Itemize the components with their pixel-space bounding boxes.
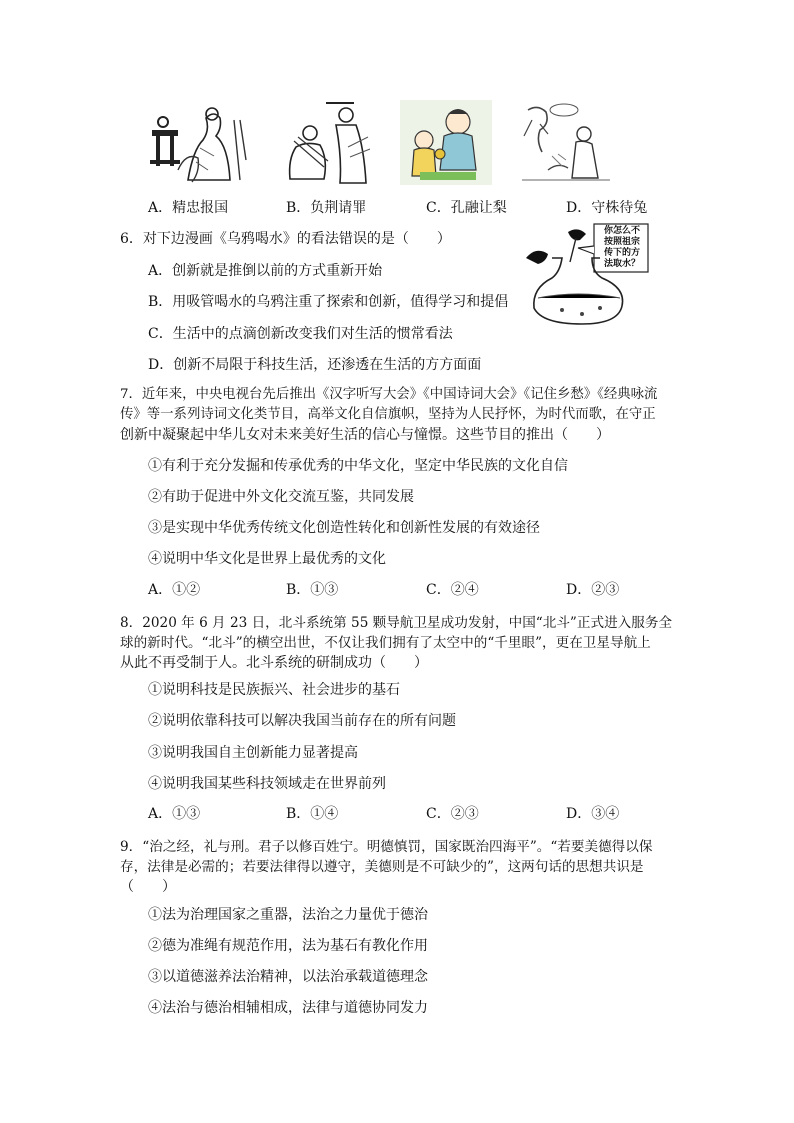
q8-option-b: B．①④ <box>286 806 339 822</box>
q9-statement-4: ④法治与德治相辅相成，法律与道德协同发力 <box>148 1000 428 1016</box>
q5-option-d: D．守株待兔 <box>566 200 648 216</box>
cartoon-text-line-1: 你怎么不 <box>603 226 640 236</box>
q7-stem-line-3: 创新中凝聚起中华儿女对未来美好生活的信心与憧憬。这些节目的推出（ ） <box>120 427 610 443</box>
q5-option-c: C．孔融让梨 <box>426 200 507 216</box>
picture-crow-drinking-water <box>522 218 650 328</box>
q9-stem-line-2: 存，法律是必需的；若要法律得以遵守，美德则是不可缺少的”，这两句话的思想共识是 <box>120 859 644 875</box>
q6-option-a: A．创新就是推倒以前的方式重新开始 <box>148 263 383 279</box>
q7-option-a: A．①② <box>148 582 201 598</box>
q8-option-d: D．③④ <box>566 806 620 822</box>
q8-option-a: A．①③ <box>148 806 201 822</box>
q9-statement-2: ②德为准绳有规范作用，法为基石有教化作用 <box>148 938 428 954</box>
picture-fujing-qingzui <box>284 97 376 185</box>
q8-statement-1: ①说明科技是民族振兴、社会进步的基石 <box>148 682 400 698</box>
picture-jingzhong-baoguo <box>148 100 250 185</box>
q7-option-b: B．①③ <box>286 582 339 598</box>
q5-option-a: A．精忠报国 <box>148 200 229 216</box>
cartoon-text-line-4: 法取水？ <box>603 259 640 269</box>
q7-option-d: D．②③ <box>566 582 620 598</box>
q6-option-d: D．创新不局限于科技生活，还渗透在生活的方方面面 <box>148 357 482 373</box>
q6-option-c: C．生活中的点滴创新改变我们对生活的惯常看法 <box>148 326 453 342</box>
picture-shouzhu-daitu <box>518 100 614 185</box>
q7-statement-3: ③是实现中华优秀传统文化创造性转化和创新性发展的有效途径 <box>148 520 540 536</box>
q7-stem-line-1: 7．近年来，中央电视台先后推出《汉字听写大会》《中国诗词大会》《记住乡愁》《经典咏流 <box>120 387 658 402</box>
q7-statement-1: ①有利于充分发掘和传承优秀的中华文化，坚定中华民族的文化自信 <box>148 458 568 474</box>
q8-stem-line-3: 从此不再受制于人。北斗系统的研制成功（ ） <box>120 655 428 671</box>
q8-stem-line-1: 8．2020 年 6 月 23 日，北斗系统第 55 颗导航卫星成功发射，中国“北斗”正式进入服务全 <box>120 615 673 631</box>
picture-kongrong-rangli <box>400 100 492 185</box>
q6-stem: 6．对下边漫画《乌鸦喝水》的看法错误的是（ ） <box>120 231 451 247</box>
q9-stem-line-1: 9．“治之经，礼与刑。君子以修百姓宁。明德慎罚，国家既治四海平”。“若要美德得以保 <box>120 839 653 855</box>
q8-statement-3: ③说明我国自主创新能力显著提高 <box>148 745 358 761</box>
q7-option-c: C．②④ <box>426 582 479 598</box>
q7-stem-line-2: 传》等一系列诗词文化类节目，高举文化自信旗帜，坚持为人民抒怀，为时代而歌，在守正 <box>120 407 656 422</box>
q5-option-b: B．负荆请罪 <box>286 200 367 216</box>
q9-statement-3: ③以道德滋养法治精神，以法治承载道德理念 <box>148 969 428 985</box>
q8-stem-line-2: 球的新时代。“北斗”的横空出世，不仅让我们拥有了太空中的“千里眼”，更在卫星导航上 <box>120 635 651 651</box>
q8-statement-2: ②说明依靠科技可以解决我国当前存在的所有问题 <box>148 713 456 729</box>
q9-stem-line-3: （ ） <box>120 879 176 895</box>
q9-statement-1: ①法为治理国家之重器，法治之力量优于德治 <box>148 907 428 923</box>
q7-statement-2: ②有助于促进中外文化交流互鉴，共同发展 <box>148 489 414 505</box>
q8-statement-4: ④说明我国某些科技领域走在世界前列 <box>148 776 386 792</box>
q7-statement-4: ④说明中华文化是世界上最优秀的文化 <box>148 551 386 567</box>
q8-option-c: C．②③ <box>426 806 479 822</box>
q6-option-b: B．用吸管喝水的乌鸦注重了探索和创新，值得学习和提倡 <box>148 294 509 310</box>
cartoon-text-line-3: 传下的方 <box>603 248 640 258</box>
cartoon-text-line-2: 按照祖宗 <box>603 237 640 247</box>
